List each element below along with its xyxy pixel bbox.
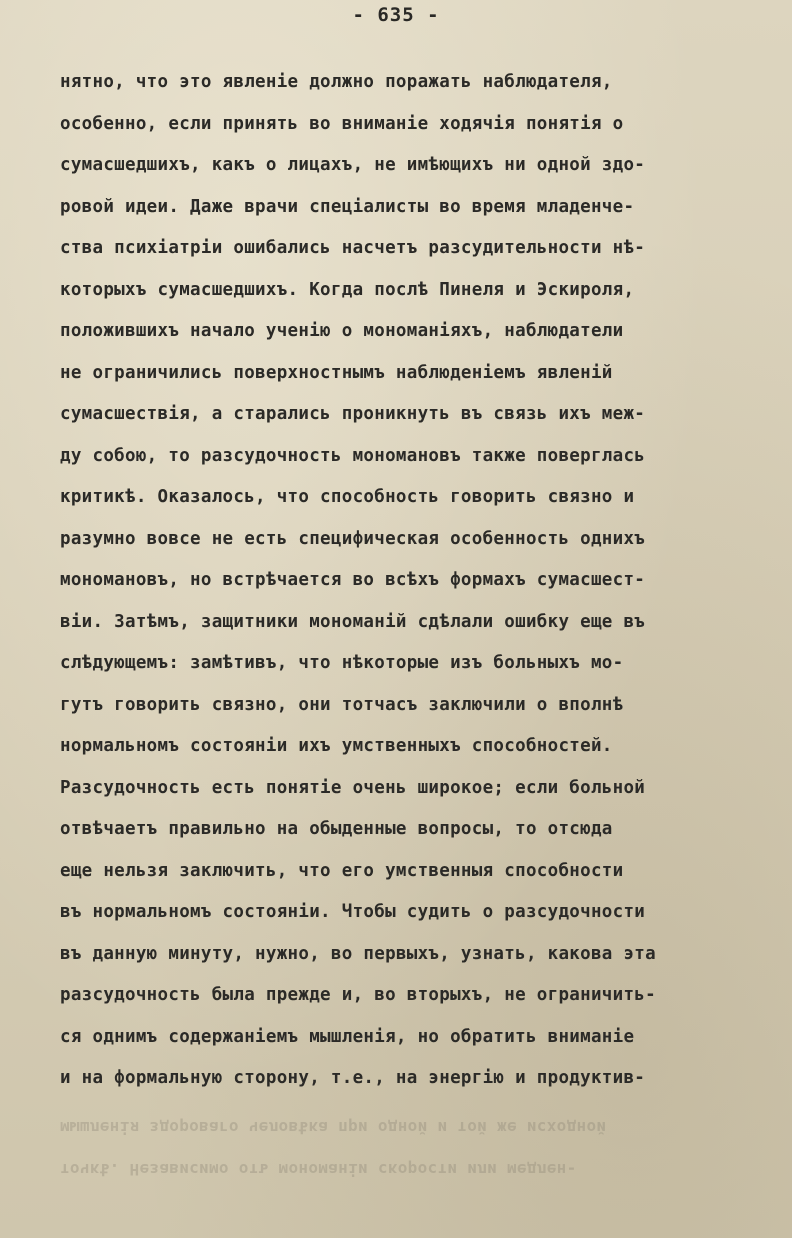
text-line: которыхъ сумасшедшихъ. Когда послѣ Пинеля и Эскироля, <box>60 279 635 300</box>
text-line: нятно, что это явленіе должно поражать наблюдателя, <box>60 72 613 92</box>
text-line: Разсудочность есть понятіе очень широкое; если больной <box>60 777 646 798</box>
text-line: отвѣчаетъ правильно на обыденные вопросы, то отсюда <box>60 819 613 839</box>
text-line: сумасшедшихъ, какъ о лицахъ, не имѣющихъ ни одной здо- <box>60 155 646 175</box>
text-line: и на формальную сторону, т.е., на энергію и продуктив- <box>60 1068 646 1088</box>
bleed-through-text: точкѣ. Независимо отъ мономаніи скорости или медлен- <box>60 1160 577 1179</box>
text-line: нормальномъ состояніи ихъ умственныхъ способностей. <box>60 736 613 756</box>
text-line: критикѣ. Оказалось, что способность говорить связно и <box>60 487 635 507</box>
text-line: віи. Затѣмъ, защитники мономаній сдѣлали ошибку еще въ <box>60 611 646 632</box>
text-line: не ограничились поверхностнымъ наблюденіемъ явленій <box>60 362 613 383</box>
text-line: еще нельзя заключить, что его умственныя способности <box>60 860 624 881</box>
text-line: ся однимъ содержаніемъ мышленія, но обратить вниманіе <box>60 1026 635 1047</box>
text-line: въ данную минуту, нужно, во первыхъ, узнать, какова эта <box>60 943 656 964</box>
text-line: разсудочность была прежде и, во вторыхъ, не ограничить- <box>60 985 656 1005</box>
text-line: разумно вовсе не есть специфическая особенность однихъ <box>60 528 646 549</box>
text-line: ду собою, то разсудочность мономановъ также поверглась <box>60 445 646 466</box>
text-line: сумасшествія, а старались проникнуть въ связь ихъ меж- <box>60 404 646 424</box>
text-line: въ нормальномъ состояніи. Чтобы судить о разсудочности <box>60 902 646 922</box>
body-text <box>60 67 760 1105</box>
text-line: ровой идеи. Даже врачи спеціалисты во время младенче- <box>60 196 635 217</box>
text-line: особенно, если принять во вниманіе ходячія понятія о <box>60 113 624 134</box>
text-line: положившихъ начало ученію о мономаніяхъ, наблюдатели <box>60 321 624 341</box>
text-line: мономановъ, но встрѣчается во всѣхъ формахъ сумасшест- <box>60 570 646 590</box>
text-line: гутъ говорить связно, они тотчасъ заключили о вполнѣ <box>60 694 624 715</box>
page-number: - 635 - <box>352 4 440 26</box>
text-line: ства психіатріи ошибались насчетъ разсудительности нѣ- <box>60 238 646 258</box>
text-line: слѣдующемъ: замѣтивъ, что нѣкоторые изъ больныхъ мо- <box>60 653 624 673</box>
bleed-through-text: мышленія здороваго человѣка при одной и той же исходной <box>60 1118 607 1137</box>
